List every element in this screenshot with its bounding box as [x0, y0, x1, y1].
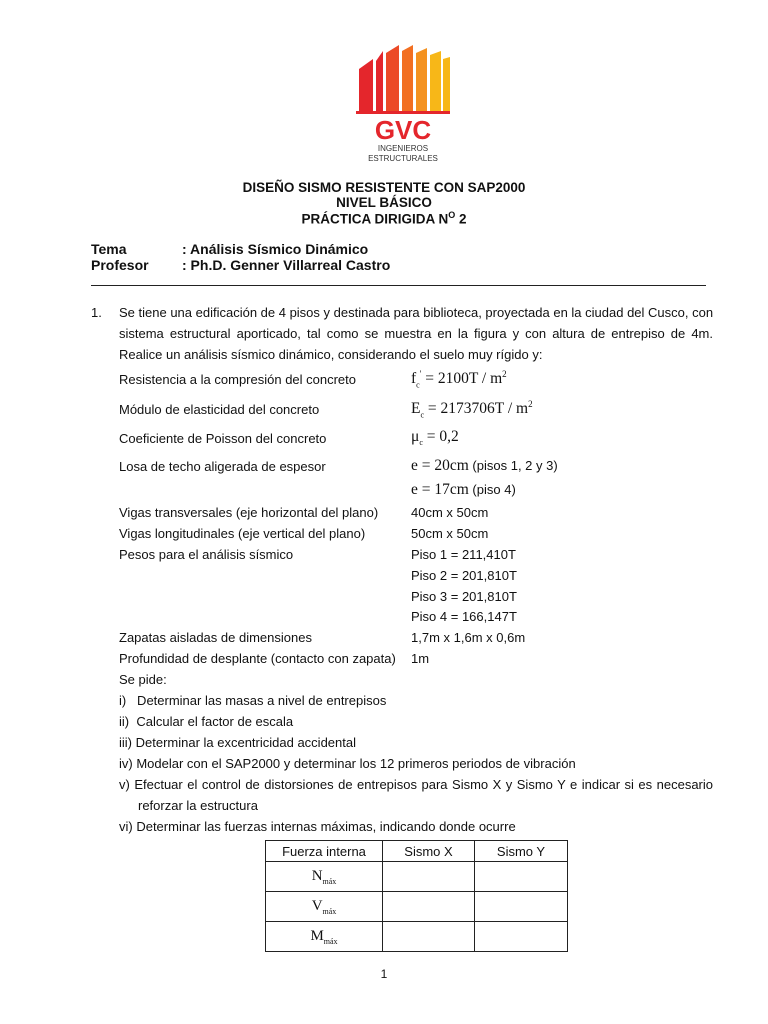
zapatas-value: 1,7m x 1,6m x 0,6m — [411, 630, 526, 645]
table-cell-y — [475, 862, 568, 892]
logo-line2: ESTRUCTURALES — [368, 154, 438, 163]
profundidad-value: 1m — [411, 651, 430, 666]
header-sismo-y: Sismo Y — [475, 841, 568, 862]
intro-line-3: Realice un análisis sísmico dinámico, considerando el suelo muy rígido y: — [119, 347, 543, 362]
header-sismo-x: Sismo X — [383, 841, 475, 862]
task-i: i) Determinar las masas a nivel de entrepisos — [119, 693, 387, 708]
vigas-t-value: 40cm x 50cm — [411, 505, 489, 520]
vigas-l-value: 50cm x 50cm — [411, 526, 489, 541]
modulo-formula: $E_c = 2173706T / m^2$ — [411, 399, 533, 420]
poisson-label: Coeficiente de Poisson del concreto — [119, 431, 327, 446]
modulo-label: Módulo de elasticidad del concreto — [119, 402, 320, 417]
profesor-label: Profesor — [91, 257, 149, 273]
losa-formula-1: e = 20cm (pisos 1, 2 y 3) — [411, 457, 558, 474]
table-cell-x — [383, 922, 475, 952]
zapatas-label: Zapatas aisladas de dimensiones — [119, 630, 312, 645]
task-v-line-2: reforzar la estructura — [138, 798, 258, 813]
table-row — [266, 862, 568, 892]
piso-4: Piso 4 = 166,147T — [411, 609, 517, 624]
losa-formula-2: e = 17cm (piso 4) — [411, 481, 516, 498]
resistencia-formula: $f_c' = 2100T / m^2$ — [411, 369, 507, 390]
table-cell-symbol: $N_{máx}$ — [266, 862, 383, 892]
table-cell-x — [383, 892, 475, 922]
table-cell-y — [475, 922, 568, 952]
title-line-3-num: 2 — [455, 211, 467, 227]
vigas-l-label: Vigas longitudinales (eje vertical del plano) — [119, 526, 366, 541]
tasks-intro: Se pide: — [119, 672, 167, 687]
task-vi: vi) Determinar las fuerzas internas máximas, indicando donde ocurre — [119, 819, 516, 834]
intro-line-1: Se tiene una edificación de 4 pisos y destinada para biblioteca, proyectada en la ciudad del Cusco, con — [119, 305, 714, 320]
page-number: 1 — [380, 967, 388, 981]
table-cell-symbol: $V_{máx}$ — [266, 892, 383, 922]
table-cell-symbol: $M_{máx}$ — [266, 922, 383, 952]
title-line-1: DISEÑO SISMO RESISTENTE CON SAP2000 — [242, 180, 526, 195]
title-line-3 — [0, 210, 768, 227]
header-fuerza: Fuerza interna — [266, 841, 383, 862]
task-iii: iii) Determinar la excentricidad accidental — [119, 735, 356, 750]
profesor-value: : Ph.D. Genner Villarreal Castro — [182, 257, 391, 273]
problem-number: 1. — [91, 305, 102, 320]
table-cell-x — [383, 862, 475, 892]
tema-label: Tema — [91, 241, 127, 257]
title-line-3-text: PRÁCTICA DIRIGIDA N — [301, 211, 449, 227]
profundidad-label: Profundidad de desplante (contacto con zapata) — [119, 651, 396, 666]
tema-value: : Análisis Sísmico Dinámico — [182, 241, 369, 257]
table-header-row — [266, 841, 568, 862]
logo-line1: INGENIEROS — [377, 144, 429, 153]
intro-line-2: sistema estructural aporticado, tal como se muestra en la figura y con altura de entrepiso de 4m. — [119, 326, 713, 341]
task-ii: ii) Calcular el factor de escala — [119, 714, 294, 729]
piso-3: Piso 3 = 201,810T — [411, 589, 517, 604]
results-table — [265, 840, 568, 952]
title-line-2: NIVEL BÁSICO — [336, 195, 432, 210]
poisson-formula: $\mu_c = 0,2$ — [411, 428, 459, 448]
task-iv: iv) Modelar con el SAP2000 y determinar los 12 primeros periodos de vibración — [119, 756, 576, 771]
pesos-label: Pesos para el análisis sísmico — [119, 547, 294, 562]
divider — [91, 285, 706, 286]
piso-2: Piso 2 = 201,810T — [411, 568, 517, 583]
title-line-3-sup: O — [448, 210, 456, 220]
piso-1: Piso 1 = 211,410T — [411, 547, 516, 562]
resistencia-label: Resistencia a la compresión del concreto — [119, 372, 357, 387]
table-row — [266, 922, 568, 952]
table-cell-y — [475, 892, 568, 922]
table-row — [266, 892, 568, 922]
task-v-line-1: v) Efectuar el control de distorsiones de entrepisos para Sismo X y Sismo Y e indicar si es necesario — [119, 777, 713, 792]
vigas-t-label: Vigas transversales (eje horizontal del plano) — [119, 505, 379, 520]
gvc-logo — [353, 45, 453, 163]
losa-label: Losa de techo aligerada de espesor — [119, 459, 326, 474]
logo-brand: GVC — [374, 115, 432, 145]
